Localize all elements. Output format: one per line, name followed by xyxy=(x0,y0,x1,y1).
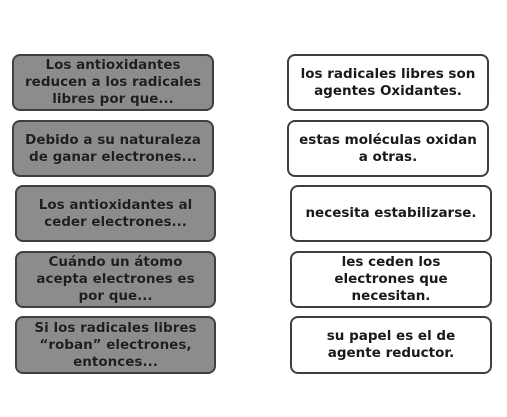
right-card-5[interactable]: su papel es el de agente reductor. xyxy=(290,316,492,374)
right-card-3[interactable]: necesita estabilizarse. xyxy=(290,185,492,242)
left-card-4[interactable]: Cuándo un átomo acepta electrones es por que... xyxy=(15,251,216,308)
left-card-5[interactable]: Si los radicales libres “roban” electrones, entonces... xyxy=(15,316,216,374)
right-card-2[interactable]: estas moléculas oxidan a otras. xyxy=(287,120,489,177)
left-card-2[interactable]: Debido a su naturaleza de ganar electrones... xyxy=(12,120,214,177)
right-card-4[interactable]: les ceden los electrones que necesitan. xyxy=(290,251,492,308)
left-card-1[interactable]: Los antioxidantes reducen a los radicales libres por que... xyxy=(12,54,214,111)
left-card-3[interactable]: Los antioxidantes al ceder electrones... xyxy=(15,185,216,242)
right-card-1[interactable]: los radicales libres son agentes Oxidantes. xyxy=(287,54,489,111)
